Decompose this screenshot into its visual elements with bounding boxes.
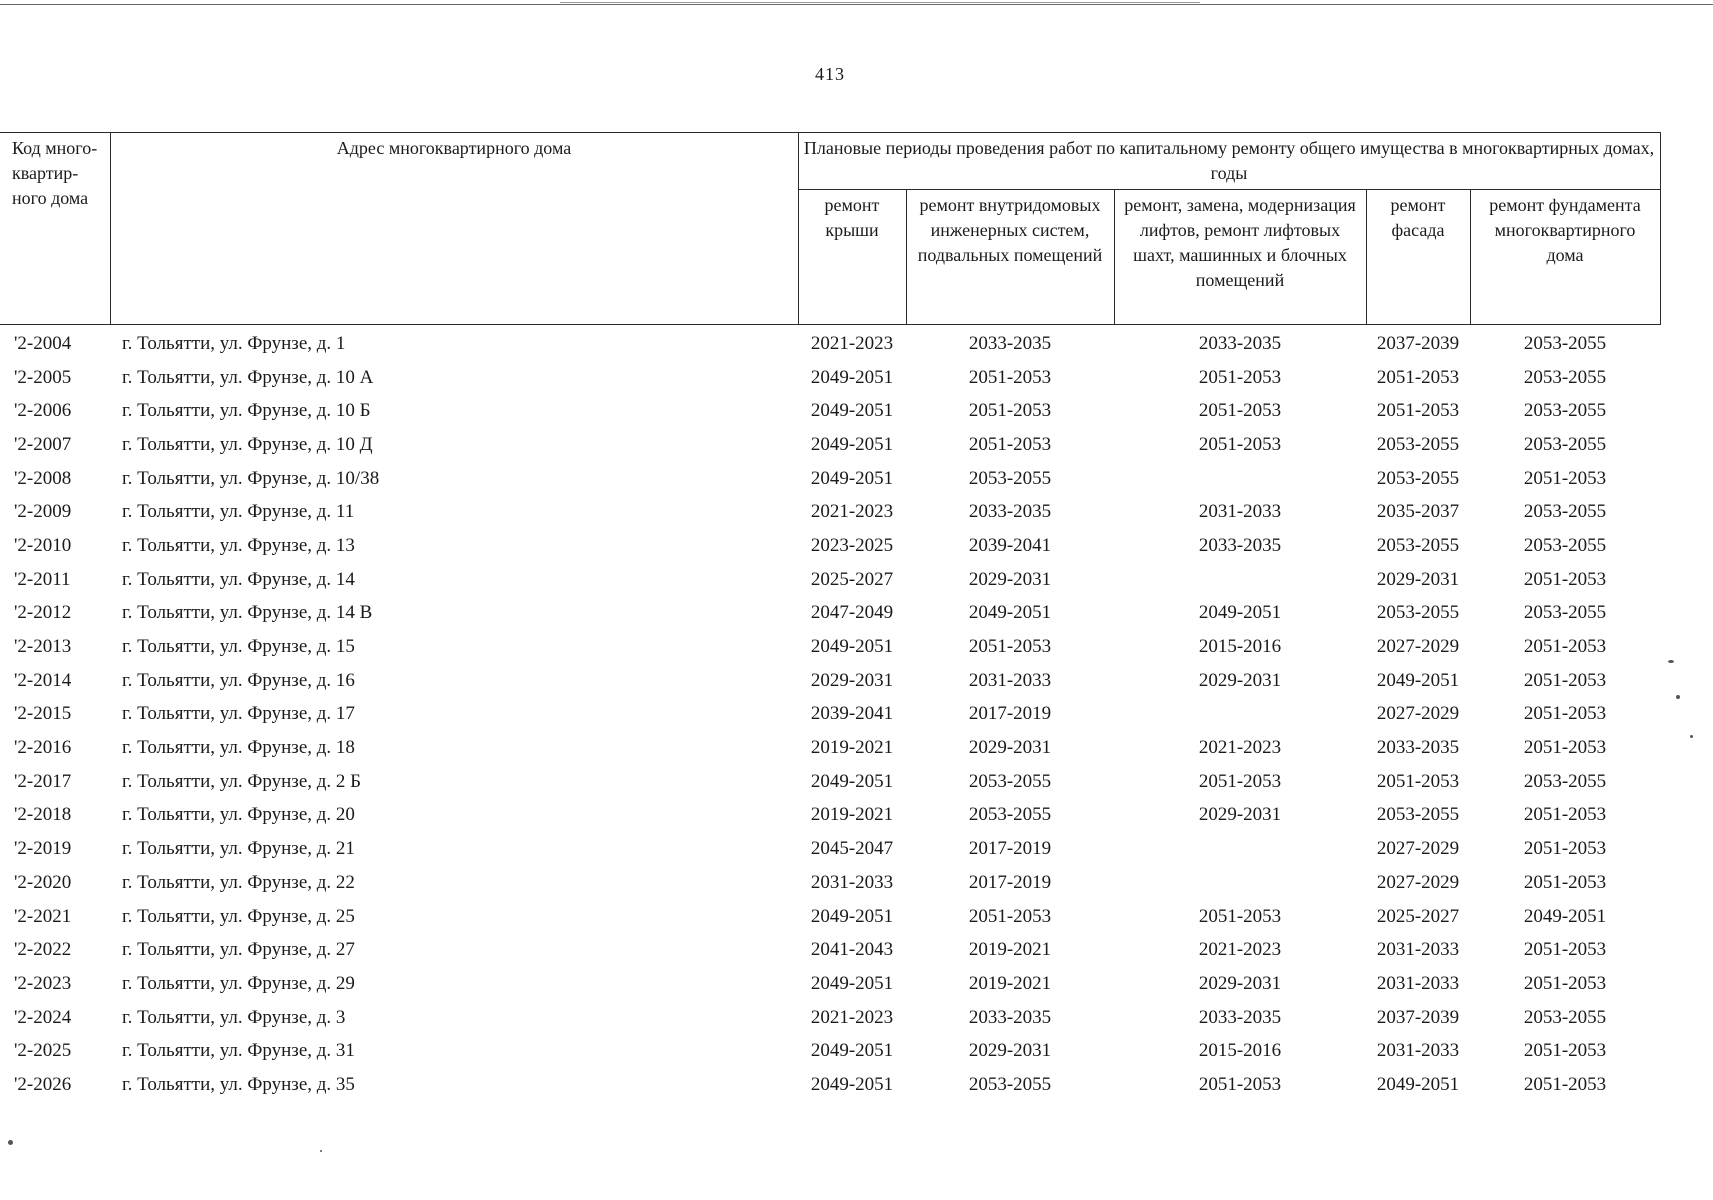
repair-schedule-table-container <box>0 132 1660 1102</box>
cell-elevators: 2021-2023 <box>1198 737 1282 759</box>
table-row <box>0 1001 1660 1035</box>
cell-address: г. Тольятти, ул. Фрунзе, д. 10/38 <box>122 467 380 489</box>
cell-foundation: 2053-2055 <box>1523 770 1607 792</box>
cell-roof: 2021-2023 <box>810 332 894 354</box>
cell-engineering: 2053-2055 <box>968 770 1052 792</box>
cell-elevators: 2033-2035 <box>1198 1006 1282 1028</box>
cell-facade: 2031-2033 <box>1376 1040 1460 1062</box>
table-row <box>0 462 1660 496</box>
cell-address: г. Тольятти, ул. Фрунзе, д. 25 <box>122 905 355 927</box>
table-row <box>0 428 1660 462</box>
cell-engineering: 2019-2021 <box>968 972 1052 994</box>
cell-roof: 2025-2027 <box>810 568 894 590</box>
cell-roof: 2029-2031 <box>810 669 894 691</box>
cell-facade: 2049-2051 <box>1376 1073 1460 1095</box>
cell-engineering: 2049-2051 <box>968 602 1052 624</box>
cell-engineering: 2029-2031 <box>968 737 1052 759</box>
cell-foundation: 2049-2051 <box>1523 905 1607 927</box>
table-row <box>0 1068 1660 1102</box>
cell-elevators <box>1114 698 1366 732</box>
cell-roof: 2049-2051 <box>810 770 894 792</box>
cell-engineering: 2017-2019 <box>968 871 1052 893</box>
cell-foundation: 2053-2055 <box>1523 332 1607 354</box>
cell-elevators: 2051-2053 <box>1198 905 1282 927</box>
cell-address: г. Тольятти, ул. Фрунзе, д. 27 <box>122 939 355 961</box>
cell-engineering: 2017-2019 <box>968 703 1052 725</box>
cell-address: г. Тольятти, ул. Фрунзе, д. 1 <box>122 332 346 354</box>
cell-facade: 2053-2055 <box>1376 433 1460 455</box>
table-row <box>0 933 1660 967</box>
cell-address: г. Тольятти, ул. Фрунзе, д. 29 <box>122 972 355 994</box>
cell-roof: 2049-2051 <box>810 636 894 658</box>
table-row <box>0 495 1660 529</box>
table-row <box>0 900 1660 934</box>
cell-elevators: 2021-2023 <box>1198 939 1282 961</box>
cell-foundation: 2053-2055 <box>1523 534 1607 556</box>
cell-engineering: 2051-2053 <box>968 366 1052 388</box>
cell-roof: 2023-2025 <box>810 534 894 556</box>
cell-roof: 2049-2051 <box>810 1073 894 1095</box>
header-code: Код много-квартир-ного дома <box>0 133 110 325</box>
cell-facade: 2037-2039 <box>1376 332 1460 354</box>
cell-code: '2-2024 <box>14 1006 72 1028</box>
scan-edge-line <box>560 2 1200 3</box>
cell-roof: 2049-2051 <box>810 400 894 422</box>
cell-code: '2-2025 <box>14 1040 72 1062</box>
cell-engineering: 2033-2035 <box>968 501 1052 523</box>
scan-speck <box>1690 735 1693 738</box>
cell-foundation: 2051-2053 <box>1523 804 1607 826</box>
table-row <box>0 325 1660 361</box>
cell-foundation: 2053-2055 <box>1523 366 1607 388</box>
table-row <box>0 731 1660 765</box>
cell-code: '2-2008 <box>14 467 72 489</box>
table-row <box>0 698 1660 732</box>
table-row <box>0 630 1660 664</box>
cell-roof: 2049-2051 <box>810 366 894 388</box>
cell-roof: 2021-2023 <box>810 501 894 523</box>
cell-foundation: 2051-2053 <box>1523 636 1607 658</box>
cell-roof: 2031-2033 <box>810 871 894 893</box>
cell-roof: 2049-2051 <box>810 972 894 994</box>
cell-foundation: 2051-2053 <box>1523 568 1607 590</box>
cell-code: '2-2013 <box>14 636 72 658</box>
cell-foundation: 2051-2053 <box>1523 737 1607 759</box>
header-address: Адрес многоквартирного дома <box>110 133 798 325</box>
cell-engineering: 2053-2055 <box>968 804 1052 826</box>
cell-code: '2-2019 <box>14 838 72 860</box>
cell-address: г. Тольятти, ул. Фрунзе, д. 31 <box>122 1040 355 1062</box>
cell-elevators: 2051-2053 <box>1198 366 1282 388</box>
table-row <box>0 529 1660 563</box>
header-facade: ремонт фасада <box>1366 190 1470 325</box>
cell-foundation: 2051-2053 <box>1523 467 1607 489</box>
cell-roof: 2049-2051 <box>810 1040 894 1062</box>
table-row <box>0 361 1660 395</box>
scan-speck <box>320 1150 322 1152</box>
cell-address: г. Тольятти, ул. Фрунзе, д. 14 В <box>122 602 373 624</box>
cell-foundation: 2053-2055 <box>1523 400 1607 422</box>
cell-facade: 2051-2053 <box>1376 366 1460 388</box>
table-row <box>0 597 1660 631</box>
cell-facade: 2027-2029 <box>1376 871 1460 893</box>
cell-roof: 2047-2049 <box>810 602 894 624</box>
cell-foundation: 2053-2055 <box>1523 602 1607 624</box>
cell-engineering: 2019-2021 <box>968 939 1052 961</box>
cell-elevators <box>1114 462 1366 496</box>
scan-edge-line <box>0 4 1713 5</box>
cell-facade: 2027-2029 <box>1376 636 1460 658</box>
cell-engineering: 2029-2031 <box>968 1040 1052 1062</box>
cell-engineering: 2031-2033 <box>968 669 1052 691</box>
cell-code: '2-2006 <box>14 400 72 422</box>
cell-elevators: 2049-2051 <box>1198 602 1282 624</box>
cell-roof: 2039-2041 <box>810 703 894 725</box>
cell-foundation: 2053-2055 <box>1523 501 1607 523</box>
cell-facade: 2051-2053 <box>1376 770 1460 792</box>
cell-code: '2-2016 <box>14 737 72 759</box>
cell-elevators: 2051-2053 <box>1198 433 1282 455</box>
header-planned-periods: Плановые периоды проведения работ по капитальному ремонту общего имущества в многоквартирных домах, годы <box>798 133 1660 190</box>
cell-engineering: 2051-2053 <box>968 636 1052 658</box>
cell-code: '2-2021 <box>14 905 72 927</box>
cell-address: г. Тольятти, ул. Фрунзе, д. 14 <box>122 568 355 590</box>
cell-elevators: 2033-2035 <box>1198 534 1282 556</box>
scan-speck <box>8 1140 13 1145</box>
table-body <box>0 325 1660 1102</box>
cell-address: г. Тольятти, ул. Фрунзе, д. 10 А <box>122 366 374 388</box>
cell-code: '2-2018 <box>14 804 72 826</box>
cell-facade: 2033-2035 <box>1376 737 1460 759</box>
cell-code: '2-2009 <box>14 501 72 523</box>
cell-facade: 2027-2029 <box>1376 703 1460 725</box>
cell-code: '2-2011 <box>14 568 71 590</box>
cell-code: '2-2004 <box>14 332 72 354</box>
cell-facade: 2027-2029 <box>1376 838 1460 860</box>
cell-foundation: 2051-2053 <box>1523 939 1607 961</box>
cell-facade: 2053-2055 <box>1376 534 1460 556</box>
cell-elevators: 2015-2016 <box>1198 1040 1282 1062</box>
cell-elevators: 2029-2031 <box>1198 972 1282 994</box>
cell-elevators: 2031-2033 <box>1198 501 1282 523</box>
cell-engineering: 2051-2053 <box>968 433 1052 455</box>
cell-code: '2-2012 <box>14 602 72 624</box>
cell-engineering: 2033-2035 <box>968 332 1052 354</box>
cell-engineering: 2053-2055 <box>968 1073 1052 1095</box>
cell-roof: 2019-2021 <box>810 737 894 759</box>
cell-elevators <box>1114 866 1366 900</box>
table-row <box>0 563 1660 597</box>
header-roof: ремонт крыши <box>798 190 906 325</box>
table-row <box>0 832 1660 866</box>
cell-elevators: 2051-2053 <box>1198 400 1282 422</box>
cell-foundation: 2051-2053 <box>1523 1040 1607 1062</box>
cell-code: '2-2026 <box>14 1073 72 1095</box>
cell-roof: 2049-2051 <box>810 467 894 489</box>
cell-roof: 2049-2051 <box>810 905 894 927</box>
cell-address: г. Тольятти, ул. Фрунзе, д. 10 Б <box>122 400 371 422</box>
cell-facade: 2037-2039 <box>1376 1006 1460 1028</box>
cell-elevators <box>1114 832 1366 866</box>
cell-address: г. Тольятти, ул. Фрунзе, д. 15 <box>122 636 355 658</box>
scan-speck <box>1676 695 1680 699</box>
table-header <box>0 133 1660 325</box>
table-row <box>0 765 1660 799</box>
cell-engineering: 2033-2035 <box>968 1006 1052 1028</box>
cell-address: г. Тольятти, ул. Фрунзе, д. 10 Д <box>122 433 373 455</box>
cell-code: '2-2010 <box>14 534 72 556</box>
repair-schedule-table <box>0 132 1661 1102</box>
cell-elevators: 2015-2016 <box>1198 636 1282 658</box>
table-row <box>0 394 1660 428</box>
cell-facade: 2051-2053 <box>1376 400 1460 422</box>
cell-facade: 2029-2031 <box>1376 568 1460 590</box>
table-row <box>0 799 1660 833</box>
cell-engineering: 2017-2019 <box>968 838 1052 860</box>
cell-elevators <box>1114 563 1366 597</box>
cell-address: г. Тольятти, ул. Фрунзе, д. 11 <box>122 501 355 523</box>
cell-engineering: 2051-2053 <box>968 905 1052 927</box>
cell-elevators: 2051-2053 <box>1198 1073 1282 1095</box>
cell-code: '2-2007 <box>14 433 72 455</box>
cell-address: г. Тольятти, ул. Фрунзе, д. 22 <box>122 871 355 893</box>
cell-address: г. Тольятти, ул. Фрунзе, д. 17 <box>122 703 355 725</box>
cell-engineering: 2051-2053 <box>968 400 1052 422</box>
cell-foundation: 2051-2053 <box>1523 703 1607 725</box>
cell-address: г. Тольятти, ул. Фрунзе, д. 35 <box>122 1073 355 1095</box>
page-number: 413 <box>815 64 845 84</box>
cell-facade: 2053-2055 <box>1376 804 1460 826</box>
cell-address: г. Тольятти, ул. Фрунзе, д. 3 <box>122 1006 346 1028</box>
cell-facade: 2031-2033 <box>1376 972 1460 994</box>
header-elevators: ремонт, замена, модернизация лифтов, ремонт лифтовых шахт, машинных и блочных помещений <box>1114 190 1366 325</box>
cell-address: г. Тольятти, ул. Фрунзе, д. 2 Б <box>122 770 362 792</box>
cell-code: '2-2017 <box>14 770 72 792</box>
cell-address: г. Тольятти, ул. Фрунзе, д. 13 <box>122 534 355 556</box>
cell-roof: 2049-2051 <box>810 433 894 455</box>
cell-roof: 2019-2021 <box>810 804 894 826</box>
cell-facade: 2053-2055 <box>1376 467 1460 489</box>
cell-foundation: 2051-2053 <box>1523 1073 1607 1095</box>
cell-elevators: 2051-2053 <box>1198 770 1282 792</box>
cell-elevators: 2029-2031 <box>1198 804 1282 826</box>
cell-roof: 2045-2047 <box>810 838 894 860</box>
cell-code: '2-2005 <box>14 366 72 388</box>
cell-code: '2-2014 <box>14 669 72 691</box>
cell-code: '2-2015 <box>14 703 72 725</box>
cell-address: г. Тольятти, ул. Фрунзе, д. 20 <box>122 804 355 826</box>
cell-code: '2-2023 <box>14 972 72 994</box>
cell-facade: 2031-2033 <box>1376 939 1460 961</box>
cell-engineering: 2039-2041 <box>968 534 1052 556</box>
cell-engineering: 2053-2055 <box>968 467 1052 489</box>
cell-facade: 2025-2027 <box>1376 905 1460 927</box>
table-row <box>0 664 1660 698</box>
cell-foundation: 2051-2053 <box>1523 871 1607 893</box>
cell-facade: 2049-2051 <box>1376 669 1460 691</box>
cell-foundation: 2051-2053 <box>1523 838 1607 860</box>
cell-code: '2-2020 <box>14 871 72 893</box>
table-row <box>0 866 1660 900</box>
cell-facade: 2035-2037 <box>1376 501 1460 523</box>
cell-address: г. Тольятти, ул. Фрунзе, д. 18 <box>122 737 355 759</box>
table-row <box>0 1034 1660 1068</box>
cell-roof: 2041-2043 <box>810 939 894 961</box>
header-engineering: ремонт внутридомовых инженерных систем, подвальных помещений <box>906 190 1114 325</box>
cell-foundation: 2051-2053 <box>1523 669 1607 691</box>
scan-speck <box>1668 660 1674 663</box>
cell-roof: 2021-2023 <box>810 1006 894 1028</box>
cell-code: '2-2022 <box>14 939 72 961</box>
cell-foundation: 2053-2055 <box>1523 433 1607 455</box>
cell-engineering: 2029-2031 <box>968 568 1052 590</box>
cell-foundation: 2051-2053 <box>1523 972 1607 994</box>
table-row <box>0 967 1660 1001</box>
cell-elevators: 2029-2031 <box>1198 669 1282 691</box>
header-foundation: ремонт фундамента многоквартирного дома <box>1470 190 1660 325</box>
cell-foundation: 2053-2055 <box>1523 1006 1607 1028</box>
cell-address: г. Тольятти, ул. Фрунзе, д. 21 <box>122 838 355 860</box>
cell-facade: 2053-2055 <box>1376 602 1460 624</box>
cell-address: г. Тольятти, ул. Фрунзе, д. 16 <box>122 669 355 691</box>
cell-elevators: 2033-2035 <box>1198 332 1282 354</box>
